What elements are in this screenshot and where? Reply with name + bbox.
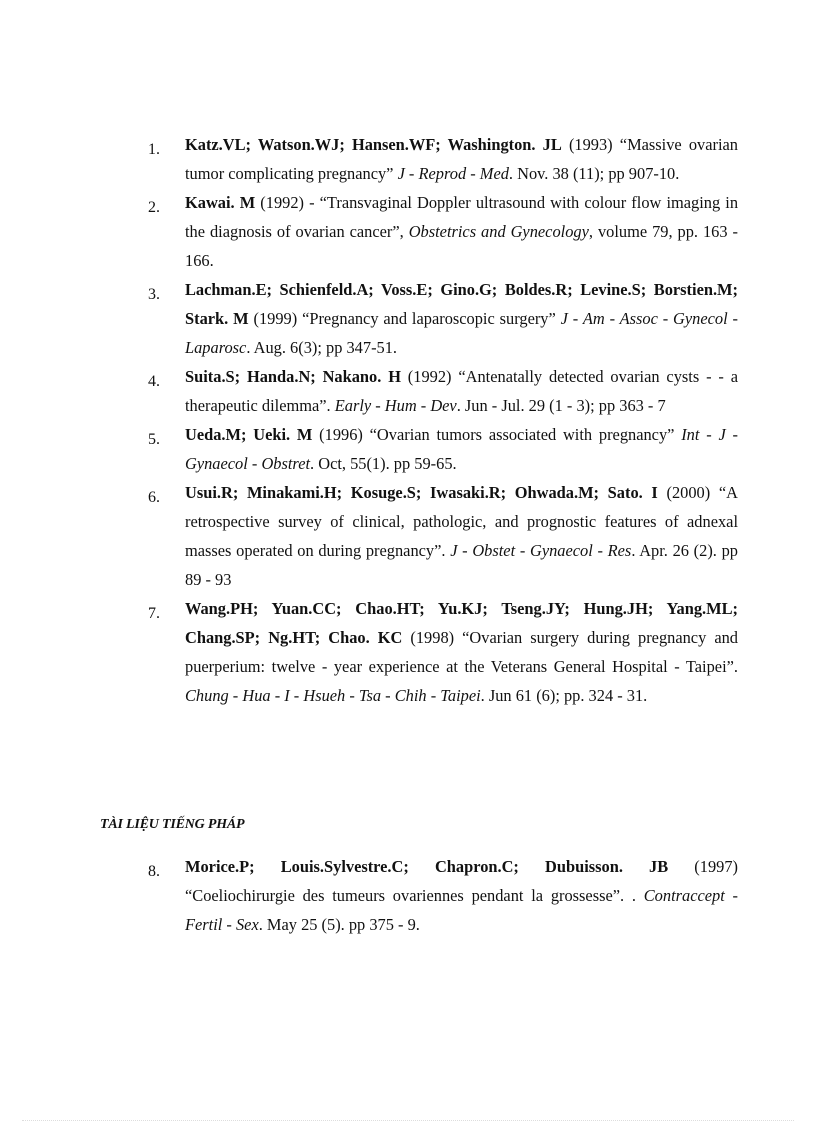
reference-title: “Massive ovarian tumor complicating pregnancy” (185, 135, 738, 183)
reference-year: (1996) (312, 425, 370, 444)
reference-number: 8. (148, 863, 160, 880)
reference-title: “Ovarian tumors associated with pregnancy” (369, 425, 682, 444)
reference-title: “Coeliochirurgie des tumeurs ovariennes pendant la grossesse”. . (185, 886, 644, 905)
reference-title: “Pregnancy and laparoscopic surgery” (302, 309, 561, 328)
reference-details: , volume 79, pp. 163 - 166. (185, 222, 738, 270)
reference-number: 1. (148, 141, 160, 158)
reference-details: . Apr. 26 (2). pp 89 - 93 (185, 541, 738, 589)
reference-item (0, 852, 738, 939)
reference-year: (2000) (657, 483, 719, 502)
reference-number: 7. (148, 605, 160, 622)
reference-number: 2. (148, 199, 160, 216)
reference-journal: Int - J - Gynaecol - Obstret (185, 425, 738, 473)
reference-year: (1999) (248, 309, 303, 328)
reference-year: (1992) - (255, 193, 320, 212)
reference-details: . Jun - Jul. 29 (1 - 3); pp 363 - 7 (456, 396, 666, 415)
reference-item (0, 478, 738, 594)
reference-authors: Suita.S; Handa.N; Nakano. H (185, 367, 401, 386)
reference-title: “Transvaginal Doppler ultrasound with colour flow imaging in the diagnosis of ovarian cancer”, (185, 193, 739, 241)
reference-authors: Wang.PH; Yuan.CC; Chao.HT; Yu.KJ; Tseng.JY; Hung.JH; Yang.ML; Chang.SP; Ng.HT; Chao. KC (185, 599, 738, 647)
reference-number: 5. (148, 431, 160, 448)
reference-number: 6. (148, 489, 160, 506)
reference-number: 4. (148, 373, 160, 390)
reference-year: (1997) (668, 857, 738, 876)
reference-number: 3. (148, 286, 160, 303)
reference-year: (1993) (561, 135, 620, 154)
reference-item (0, 594, 738, 710)
reference-year: (1998) (402, 628, 463, 647)
reference-item (0, 188, 738, 275)
reference-list-english (0, 130, 816, 710)
reference-item (0, 275, 738, 362)
reference-journal: Obstetrics and Gynecology (408, 222, 589, 241)
reference-journal: J - Obstet - Gynaecol - Res (450, 541, 632, 560)
reference-details: . Jun 61 (6); pp. 324 - 31. (480, 686, 648, 705)
reference-item (0, 130, 738, 188)
reference-title: “A retrospective survey of clinical, pathologic, and prognostic features of adnexal masses operated on during pregnancy”. (185, 483, 738, 560)
reference-journal: J - Am - Assoc - Gynecol - Laparosc (185, 309, 738, 357)
reference-journal: Contraccept - Fertil - Sex (185, 886, 739, 934)
page-bottom-divider (22, 1120, 794, 1121)
reference-journal: J - Reprod - Med (397, 164, 509, 183)
reference-authors: Ueda.M; Ueki. M (185, 425, 313, 444)
reference-details: . Aug. 6(3); pp 347-51. (246, 338, 398, 357)
reference-authors: Morice.P; Louis.Sylvestre.C; Chapron.C; Dubuisson. JB (185, 857, 669, 876)
reference-details: . Nov. 38 (11); pp 907-10. (508, 164, 680, 183)
reference-authors: Lachman.E; Schienfeld.A; Voss.E; Gino.G; Boldes.R; Levine.S; Borstien.M; Stark. M (185, 280, 738, 328)
reference-title: “Antenatally detected ovarian cysts - - a therapeutic dilemma”. (185, 367, 738, 415)
reference-authors: Usui.R; Minakami.H; Kosuge.S; Iwasaki.R; Ohwada.M; Sato. I (185, 483, 658, 502)
reference-item (0, 362, 738, 420)
reference-details: . May 25 (5). pp 375 - 9. (258, 915, 420, 934)
reference-authors: Kawai. M (185, 193, 256, 212)
reference-journal: Chung - Hua - I - Hsueh - Tsa - Chih - Taipei (185, 686, 481, 705)
reference-item (0, 420, 738, 478)
reference-details: . Oct, 55(1). pp 59-65. (310, 454, 457, 473)
reference-list-french (0, 852, 816, 939)
reference-year: (1992) (400, 367, 459, 386)
section-heading: TÀI LIỆU TIẾNG PHÁP (100, 817, 245, 832)
reference-title: “Ovarian surgery during pregnancy and puerperium: twelve - year experience at the Veterans General Hospital - Taipei”. (185, 628, 738, 676)
reference-authors: Katz.VL; Watson.WJ; Hansen.WF; Washington. JL (185, 135, 562, 154)
reference-journal: Early - Hum - Dev (334, 396, 457, 415)
